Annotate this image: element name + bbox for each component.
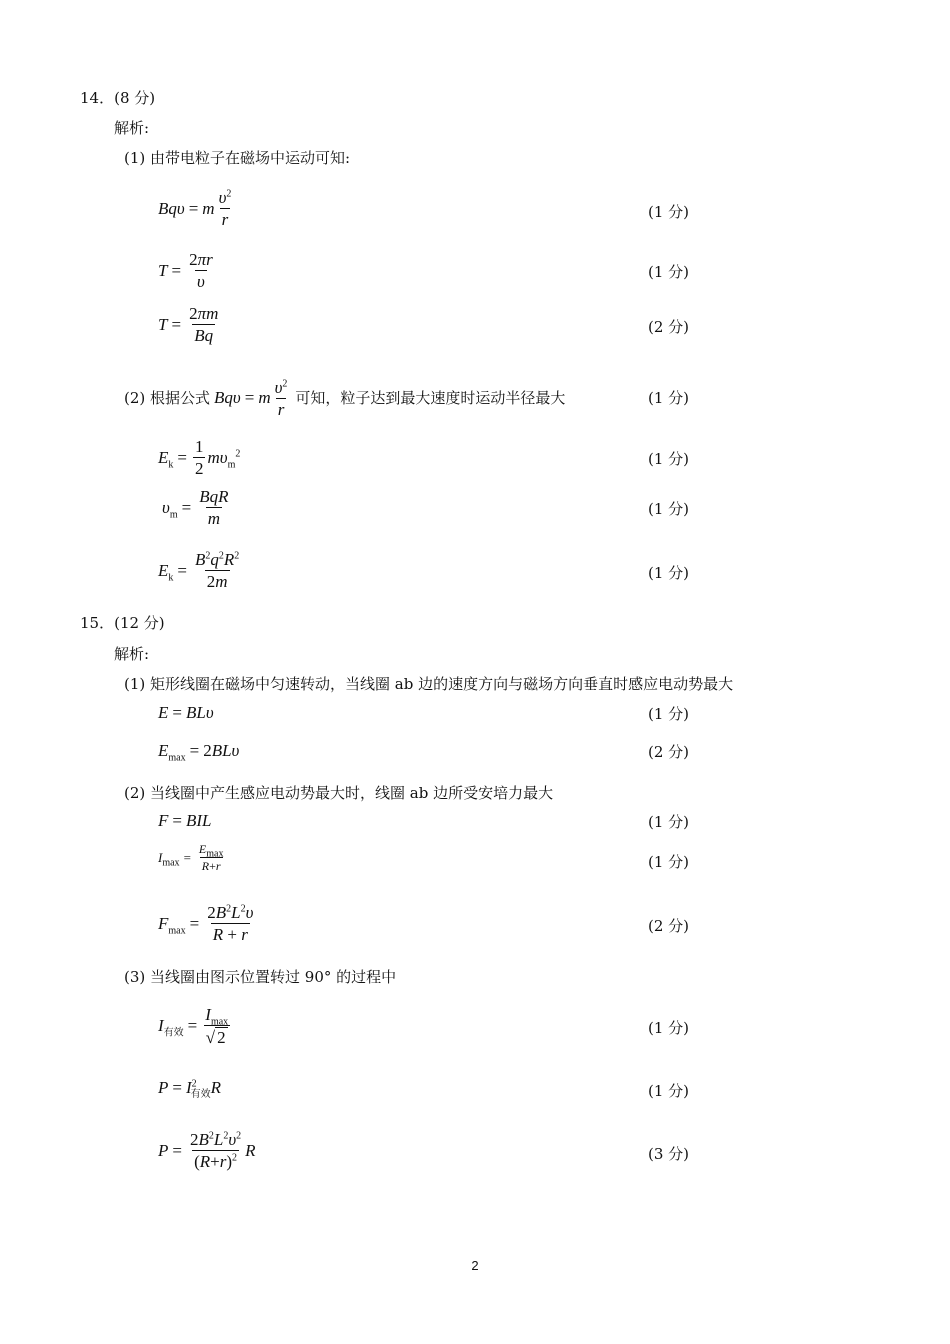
q15-eq-power: P = $I^2_{有效}R$	[158, 1078, 222, 1101]
q15-eq-force-max: $F_{max}$ = $\frac{2B^2L^2\upsilon}{R + r}$	[158, 903, 254, 944]
q14-analysis-label: 解析:	[114, 119, 150, 137]
q15-score-2: (2 分)	[648, 743, 690, 761]
q14-eq-lorentz: Bqυ = m $\frac{\upsilon^2}{r}$	[158, 188, 232, 229]
q15-score-5: (2 分)	[648, 917, 690, 935]
q14-eq-kinetic-max: $E_k$ = $\frac{B^2q^2R^2}{2m}$	[158, 550, 240, 591]
q14-eq-vmax: $\upsilon_m$ = $\frac{\text{BqR}}{m}$	[162, 487, 229, 528]
q14-score-2: (1 分)	[648, 263, 690, 281]
q15-score-4: (1 分)	[648, 853, 690, 871]
q14-part2-formula: Bqυ = m $\frac{\upsilon^2}{r}$	[214, 377, 288, 419]
q15-part2-text: (2) 当线圈中产生感应电动势最大时，线圈 ab 边所受安培力最大	[124, 784, 554, 802]
q14-score-4: (1 分)	[648, 389, 690, 407]
q15-score-8: (3 分)	[648, 1145, 690, 1163]
page-number: 2	[471, 1258, 479, 1273]
q15-eq-force: F = BIL	[158, 811, 212, 830]
q15-part1-text: (1) 矩形线圈在磁场中匀速转动，当线圈 ab 边的速度方向与磁场方向垂直时感应电动势最大	[124, 675, 734, 693]
q15-part3-text: (3) 当线圈由图示位置转过 90° 的过程中	[124, 968, 397, 986]
q15-score-6: (1 分)	[648, 1019, 690, 1037]
q14-part2-prefix: (2) 根据公式	[124, 389, 211, 407]
q15-score-7: (1 分)	[648, 1082, 690, 1100]
q14-score-3: (2 分)	[648, 318, 690, 336]
q15-eq-current-eff: $I_{有效}$ = $I_{max}$ √ 2	[158, 1005, 229, 1047]
q14-part1-text: (1) 由带电粒子在磁场中运动可知:	[124, 149, 351, 167]
q14-score-6: (1 分)	[648, 500, 690, 518]
q14-score-7: (1 分)	[648, 564, 690, 582]
q14-eq-period-r: T = $\frac{2\pi r}{\upsilon}$	[158, 250, 213, 291]
q15-eq-emf-max: $E_{max}$ = 2BLυ	[158, 741, 240, 764]
q14-eq-period-m: T = $\frac{2\pi m}{Bq}$	[158, 304, 219, 345]
q14-score-5: (1 分)	[648, 450, 690, 468]
q15-eq-current-max: $I_{max}$ = $\frac{E_{max}}{R+r}$	[158, 842, 224, 873]
q14-part2-suffix: 可知，粒子达到最大速度时运动半径最大	[295, 389, 566, 407]
q15-score-3: (1 分)	[648, 813, 690, 831]
q14-score-1: (1 分)	[648, 203, 690, 221]
q14-eq-kinetic: $E_k$ = $\frac{1}{2}$ $m\upsilon_m^2$	[158, 437, 241, 478]
q15-analysis-label: 解析:	[114, 645, 150, 663]
q15-eq-power-final: P = $\frac{2B^2L^2\upsilon^2}{(R+r)^2}$ R	[158, 1130, 256, 1171]
q15-title: 15．(12 分)	[80, 614, 165, 632]
q14-title: 14．(8 分)	[80, 89, 156, 107]
q14-part2-line	[124, 378, 565, 418]
q15-score-1: (1 分)	[648, 705, 690, 723]
q15-eq-emf: E = BLυ	[158, 703, 214, 722]
